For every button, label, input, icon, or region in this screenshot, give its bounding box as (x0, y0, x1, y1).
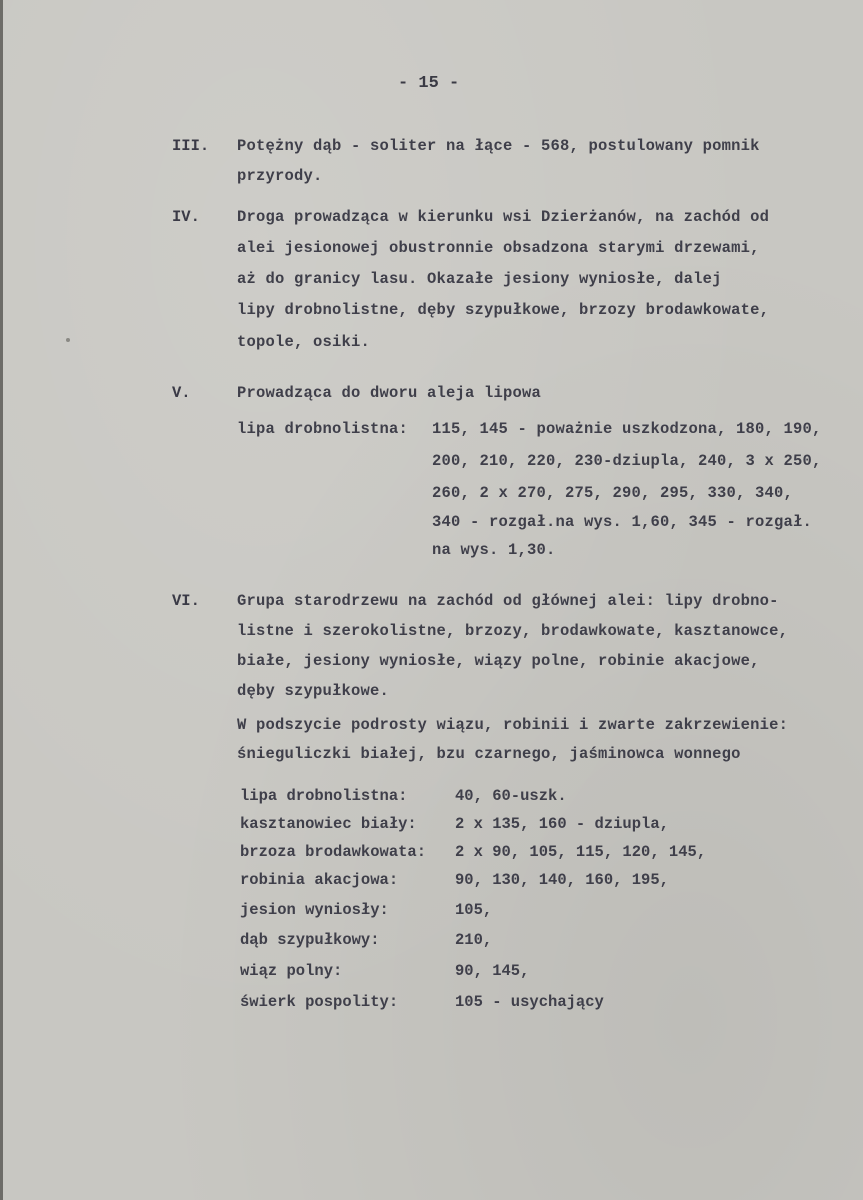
species-label: kasztanowiec biały: (240, 815, 417, 833)
species-values: 210, (455, 931, 493, 949)
species-label: jesion wyniosły: (240, 901, 389, 919)
section-vi-line: białe, jesiony wyniosłe, wiązy polne, robinie akacjowe, (237, 652, 760, 670)
section-v-value-line: 340 - rozgał.na wys. 1,60, 345 - rozgał. (432, 513, 813, 531)
section-numeral-vi: VI. (172, 592, 200, 610)
species-values: 105 - usychający (455, 993, 604, 1011)
species-values: 2 x 135, 160 - dziupla, (455, 815, 669, 833)
page-number: - 15 - (398, 74, 460, 93)
section-vi-line: listne i szerokolistne, brzozy, brodawkowate, kasztanowce, (237, 622, 789, 640)
species-label: lipa drobnolistna: (240, 787, 408, 805)
page-edge (0, 0, 3, 1200)
section-v-label: lipa drobnolistna: (237, 420, 409, 438)
species-values: 40, 60-uszk. (455, 787, 567, 805)
species-values: 90, 145, (455, 962, 530, 980)
section-iv-line: topole, osiki. (237, 333, 371, 351)
section-v-value-line: na wys. 1,30. (432, 541, 556, 559)
section-iv-line: Droga prowadząca w kierunku wsi Dzierżanów, na zachód od (237, 208, 770, 226)
species-label: brzoza brodawkowata: (240, 843, 427, 861)
species-label: wiąz polny: (240, 962, 343, 980)
section-numeral-iii: III. (172, 137, 210, 155)
section-iii-line: przyrody. (237, 167, 323, 185)
section-iv-line: aż do granicy lasu. Okazałe jesiony wyniosłe, dalej (237, 270, 722, 288)
species-values: 105, (455, 901, 493, 919)
section-numeral-iv: IV. (172, 208, 200, 226)
species-label: dąb szypułkowy: (240, 931, 380, 949)
section-v-value-line: 115, 145 - poważnie uszkodzona, 180, 190, (432, 420, 822, 438)
section-iv-line: alei jesionowej obustronnie obsadzona starymi drzewami, (237, 239, 760, 257)
section-v-intro: Prowadząca do dworu aleja lipowa (237, 384, 542, 402)
species-label: świerk pospolity: (240, 993, 399, 1011)
section-iv-line: lipy drobnolistne, dęby szypułkowe, brzozy brodawkowate, (237, 301, 770, 319)
species-label: robinia akacjowa: (240, 871, 399, 889)
section-vi-line: dęby szypułkowe. (237, 682, 390, 700)
species-values: 2 x 90, 105, 115, 120, 145, (455, 843, 707, 861)
section-v-value-line: 200, 210, 220, 230-dziupla, 240, 3 x 250, (432, 452, 822, 470)
section-numeral-v: V. (172, 384, 191, 402)
section-vi-line: śnieguliczki białej, bzu czarnego, jaśminowca wonnego (237, 745, 741, 763)
section-vi-line: Grupa starodrzewu na zachód od głównej alei: lipy drobno- (237, 592, 779, 610)
species-values: 90, 130, 140, 160, 195, (455, 871, 669, 889)
section-vi-line: W podszycie podrosty wiązu, robinii i zwarte zakrzewienie: (237, 716, 789, 734)
paper-speck (66, 338, 70, 342)
section-iii-line: Potężny dąb - soliter na łące - 568, postulowany pomnik (237, 137, 760, 155)
section-v-value-line: 260, 2 x 270, 275, 290, 295, 330, 340, (432, 484, 794, 502)
